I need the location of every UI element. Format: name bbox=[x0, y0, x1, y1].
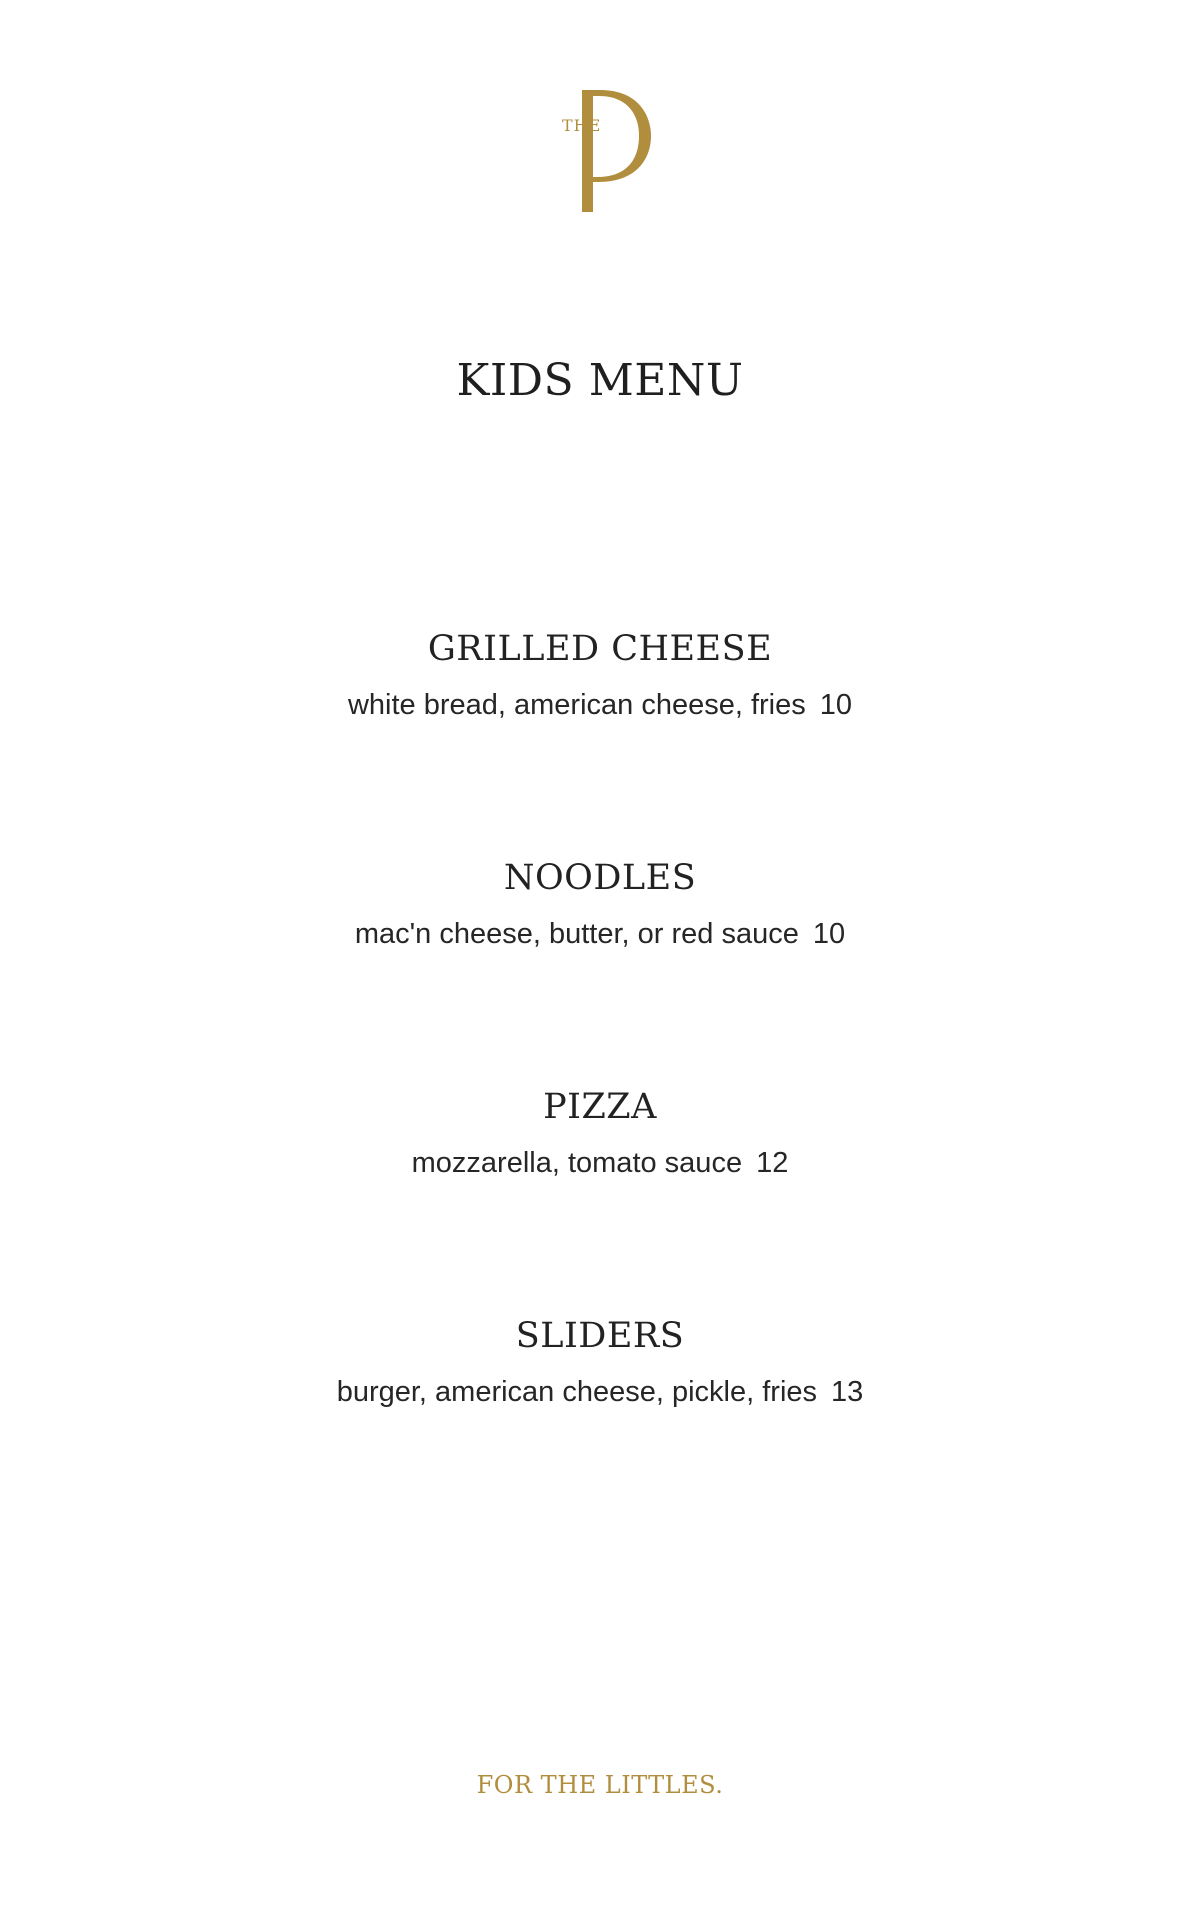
menu-item-description: mozzarella, tomato sauce bbox=[411, 1147, 743, 1179]
menu-item-price: 10 bbox=[812, 918, 846, 950]
menu-item-name: NOODLES bbox=[503, 858, 697, 898]
menu-item-description: mac'n cheese, butter, or red sauce bbox=[354, 918, 799, 950]
menu-item-description-line bbox=[0, 1145, 1200, 1181]
menu-item-name: SLIDERS bbox=[515, 1316, 685, 1356]
menu-item bbox=[0, 856, 1200, 952]
menu-item-description-line bbox=[0, 916, 1200, 952]
footer-tagline: FOR THE LITTLES. bbox=[476, 1771, 724, 1799]
logo-the-text: THE bbox=[562, 116, 602, 135]
menu-item-description: burger, american cheese, pickle, fries bbox=[336, 1376, 818, 1408]
menu-item-description-line bbox=[0, 1374, 1200, 1410]
menu-item bbox=[0, 1085, 1200, 1181]
menu-item bbox=[0, 1314, 1200, 1410]
logo-p-mark bbox=[555, 88, 655, 218]
menu-item-price: 13 bbox=[831, 1376, 864, 1408]
menu-item-name: GRILLED CHEESE bbox=[427, 629, 773, 669]
logo bbox=[555, 88, 655, 218]
menu-item bbox=[0, 627, 1200, 723]
menu-item-description: white bread, american cheese, fries bbox=[347, 689, 806, 721]
menu-item-price: 10 bbox=[819, 689, 853, 721]
page-title: KIDS MENU bbox=[456, 355, 744, 406]
menu-item-description-line bbox=[0, 687, 1200, 723]
menu-item-name: PIZZA bbox=[543, 1087, 657, 1127]
menu-item-price: 12 bbox=[756, 1147, 789, 1179]
